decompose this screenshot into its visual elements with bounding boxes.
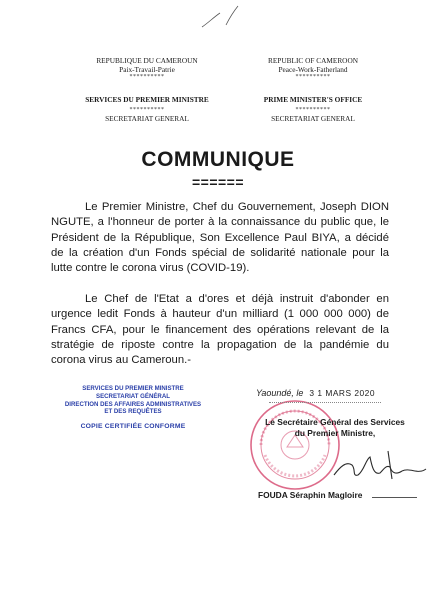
header-left-separator: ********** <box>129 74 165 80</box>
header-right <box>238 56 388 123</box>
body-paragraph-2: Le Chef de l'Etat a d'ores et déjà instruit d'abonder en urgence ledit Fonds à hauteur d'un milliard (1 000 000 000) de Francs CFA, pour le financement des opérations relevant de la stratégie de riposte contre la propagation de la pandémie du corona virus au Cameroun.- <box>51 293 389 367</box>
header-right-office: PRIME MINISTER'S OFFICE <box>263 95 363 104</box>
date-value: 3 1 MARS 2020 <box>309 388 375 398</box>
header-left-office: SERVICES DU PREMIER MINISTRE <box>85 95 209 104</box>
stamp-line-1: SERVICES DU PREMIER MINISTRE <box>82 385 184 392</box>
official-seal-icon <box>247 397 343 493</box>
handwritten-signature-icon <box>330 445 430 491</box>
date-dotted-line <box>269 402 381 403</box>
header-left-motto: Paix-Travail-Patrie <box>119 65 175 74</box>
pen-mark-icon <box>198 3 242 31</box>
header-left <box>72 56 222 123</box>
signatory-title-line-1: Le Secrétaire Général des Services <box>265 417 405 427</box>
header-left-separator-2: ********** <box>129 107 165 113</box>
signer-underline <box>372 497 417 498</box>
document-title: COMMUNIQUE <box>141 148 295 171</box>
body-paragraph-1: Le Premier Ministre, Chef du Gouvernement, Joseph DION NGUTE, a l'honneur de porter à la connaissance du public que, le Président de la République, Son Excellence Paul BIYA, a décidé de la création d'un Fonds spécial de solidarité nationale pour la lutte contre le corona virus (COVID-19). <box>51 201 389 275</box>
header-right-secretariat: SECRETARIAT GENERAL <box>271 114 355 123</box>
signatory-title <box>250 417 420 439</box>
header-right-separator-2: ********** <box>295 107 331 113</box>
header-left-country: REPUBLIQUE DU CAMEROUN <box>96 56 198 65</box>
date-place: Yaoundé, le <box>256 388 304 398</box>
title-underline: ====== <box>191 174 245 190</box>
signatory-title-line-2: du Premier Ministre, <box>294 428 376 438</box>
header-right-separator: ********** <box>295 74 331 80</box>
stamp-line-4: ET DES REQUÊTES <box>104 408 162 416</box>
date-line <box>256 388 375 398</box>
stamp-line-3: DIRECTION DES AFFAIRES ADMINISTRATIVES <box>64 400 202 408</box>
stamp-line-2: SECRETARIAT GÉNÉRAL <box>96 392 170 400</box>
certified-copy-stamp <box>48 385 218 431</box>
header-right-motto: Peace-Work-Fatherland <box>278 65 348 74</box>
header-right-country: REPUBLIC OF CAMEROON <box>267 56 358 65</box>
stamp-certified: COPIE CERTIFIÉE CONFORME <box>80 423 186 431</box>
header-left-secretariat: SECRETARIAT GENERAL <box>105 114 189 123</box>
signer-name: FOUDA Séraphin Magloire <box>258 490 363 500</box>
